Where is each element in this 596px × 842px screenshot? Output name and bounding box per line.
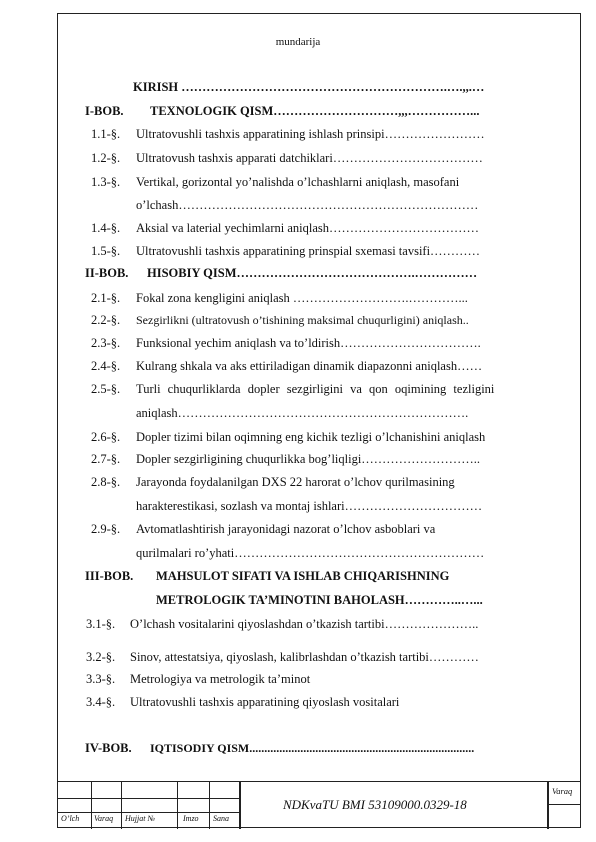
toc-chapter-num: IV-BOB. [85,741,132,755]
toc-section-num: 2.8-§. [91,475,121,489]
toc-section-title: Ultratovushli tashxis apparatining prinspial sxemasi tavsifi………… [136,244,481,258]
toc-section-title: Funksional yechim aniqlash va to’ldirish……………………………. [136,336,481,350]
toc-chapter-num: I-BOB. [85,104,124,118]
toc-section-title: Metrologiya va metrologik ta’minot [130,672,311,686]
toc-section-num: 3.4-§. [86,695,116,709]
toc-section-title: Ultratovush tashxis apparati datchiklari……………………………… [136,151,483,165]
toc-section-title: Vertikal, gorizontal yo’nalishda o’lchashlarni aniqlash, masofani [136,175,460,189]
toc-section-num: 2.3-§. [91,336,121,350]
toc-section-num: 2.1-§. [91,291,121,305]
toc-section-title: Aksial va laterial yechimlarni aniqlash……………………………… [136,221,479,235]
toc-section-title: Fokal zona kengligini aniqlash ……………………….…………... [136,291,468,305]
page-heading: mundarija [275,36,321,48]
stamp-varaq-label: Varaq [552,786,573,796]
document-code: NDKvaTU BMI 53109000.0329-18 [283,797,467,812]
toc-section-num: 2.7-§. [91,452,121,466]
toc-section-num: 3.2-§. [86,650,116,664]
toc-section-title: Ultratovushli tashxis apparatining qiyoslash vositalari [130,695,400,709]
toc-section-title: Ultratovushli tashxis apparatining ishlash prinsipi…………………… [136,127,485,141]
toc-section-num: 2.9-§. [91,522,121,536]
title-block-stamp [57,781,581,828]
toc-section-title: Avtomatlashtirish jarayonidagi nazorat o’lchov asboblari va [136,522,436,536]
toc-section-num: 2.4-§. [91,359,121,373]
stamp-label: Imzo [183,814,199,823]
toc-section-title: O’lchash vositalarini qiyoslashdan o’tkazish tartibi………………….. [130,617,479,631]
toc-chapter-title-cont: METROLOGIK TA’MINOTINI BAHOLASH…………..…... [156,593,483,607]
toc-section-title: Turli chuqurliklarda dopler sezgirligini va qon oqimining tezligini [136,382,495,396]
toc-chapter-num: III-BOB. [85,569,134,583]
toc-chapter-num: II-BOB. [85,266,129,280]
toc-section-num: 2.6-§. [91,430,121,444]
toc-section-num: 1.5-§. [91,244,121,258]
toc-section-title: Jarayonda foydalanilgan DXS 22 harorat o’lchov qurilmasining [136,475,455,489]
toc-section-num: 1.2-§. [91,151,121,165]
toc-section-num: 1.3-§. [91,175,121,189]
stamp-label: Sana [213,814,229,823]
toc-section-num: 3.3-§. [86,672,116,686]
toc-section-title: Sezgirlikni (ultratovush o’tishining maksimal chuqurligini) aniqlash.. [136,313,469,327]
toc-section-num: 1.1-§. [91,127,121,141]
toc-section-num: 2.5-§. [91,382,121,396]
stamp-label: O’lch [61,814,80,823]
toc-section-num: 2.2-§. [91,313,121,327]
toc-section-title: Dopler tizimi bilan oqimning eng kichik tezligi o’lchanishini aniqlash [136,430,486,444]
stamp-label: Hujjat № [125,814,155,823]
toc-section-num: 3.1-§. [86,617,116,631]
toc-section-title-cont: o’lchash……………………………………………………………… [136,198,479,212]
toc-section-title: Sinov, attestatsiya, qiyoslash, kalibrlashdan o’tkazish tartibi………… [130,650,479,664]
stamp-label: Varaq [94,814,114,823]
toc-intro: KIRISH ……………………………………………………….….,,.… [133,80,485,94]
toc-section-num: 1.4-§. [91,221,121,235]
toc-chapter-title: MAHSULOT SIFATI VA ISHLAB CHIQARISHNING [156,569,450,583]
toc-chapter-title: IQTISODIY QISM........................................................................... [150,741,475,755]
toc-section-title: Kulrang shkala va aks ettiriladigan dinamik diapazonni aniqlash…… [136,359,483,373]
toc-chapter-title: HISOBIY QISM…………………………………….…………… [147,266,478,280]
toc-chapter-title: TEXNOLOGIK QISM…………………………,,,……………... [150,104,480,118]
toc-section-title-cont: harakterestikasi, sozlash va montaj ishlari…………………………… [136,499,483,513]
toc-section-title-cont: qurilmalari ro’yhati…………………………………………………… [136,546,485,560]
toc-section-title: Dopler sezgirligining chuqurlikka bog’liqligi……………………….. [136,452,481,466]
toc-section-title-cont: aniqlash……………………………………………………………. [136,406,469,420]
